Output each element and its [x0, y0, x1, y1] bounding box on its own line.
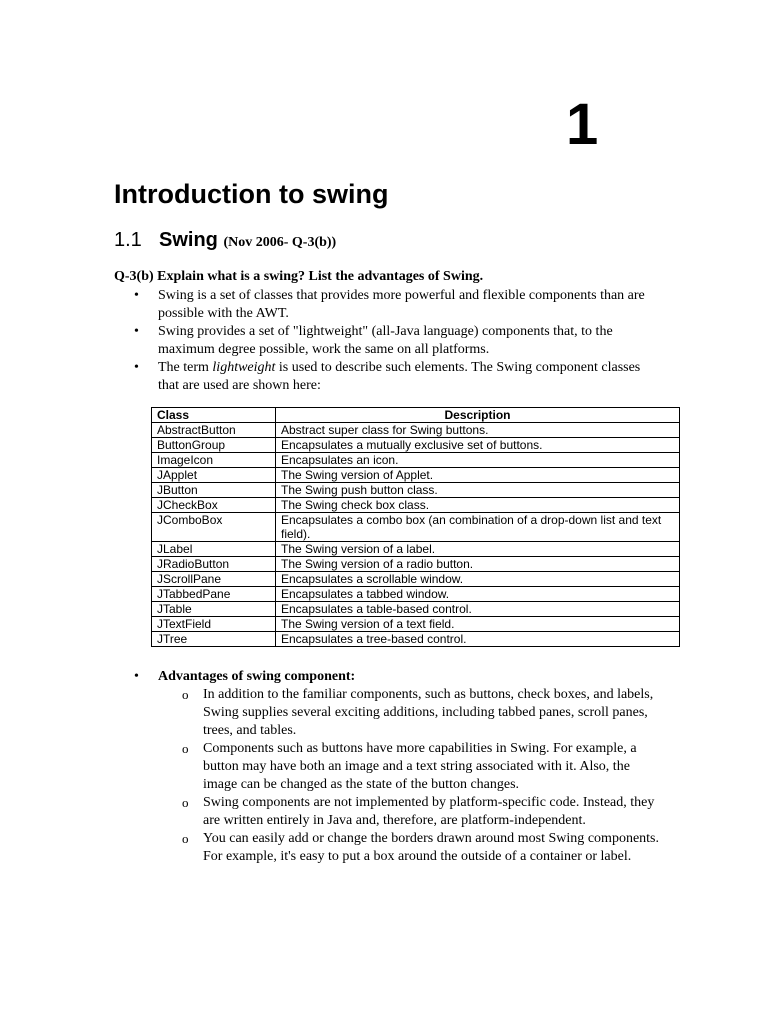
bullet-item: • Swing provides a set of "lightweight" (all-Java language) components that, to the maximum degree possible, work the same on all platforms. — [114, 323, 654, 359]
advantage-item: o Components such as buttons have more capabilities in Swing. For example, a button may have both an image and a text string associated with it. Also, the image can be changed as the state of the button changes. — [114, 740, 659, 794]
bullet-text: is used to describe such elements. The Swing component classes that are used are shown here: — [158, 360, 641, 393]
section-reference: (Nov 2006- Q-3(b)) — [223, 235, 337, 250]
description-cell: The Swing version of Applet. — [276, 468, 680, 483]
advantage-item: o In addition to the familiar components, such as buttons, check boxes, and labels, Swing supplies several exciting additions, including tabbed panes, scroll panes, trees, and tables. — [114, 686, 659, 740]
emphasis-lightweight: lightweight — [212, 360, 276, 375]
class-cell: JTable — [152, 602, 276, 617]
question-heading: Q-3(b) Explain what is a swing? List the advantages of Swing. — [114, 269, 484, 284]
description-cell: Encapsulates a mutually exclusive set of buttons. — [276, 438, 680, 453]
table-row — [152, 602, 680, 617]
description-cell: Encapsulates an icon. — [276, 453, 680, 468]
description-cell: Encapsulates a combo box (an combination of a drop-down list and text field). — [276, 513, 680, 542]
table-header-description: Description — [276, 408, 680, 423]
description-cell: Encapsulates a tabbed window. — [276, 587, 680, 602]
class-cell: JScrollPane — [152, 572, 276, 587]
table-row — [152, 438, 680, 453]
table-row — [152, 453, 680, 468]
class-cell: ButtonGroup — [152, 438, 276, 453]
table-header-row — [152, 408, 680, 423]
class-cell: JRadioButton — [152, 557, 276, 572]
table-row — [152, 587, 680, 602]
chapter-number: 1 — [566, 92, 599, 157]
chapter-title: Introduction to swing — [114, 179, 389, 209]
class-cell: JComboBox — [152, 513, 276, 542]
table-header-class: Class — [152, 408, 276, 423]
description-cell: Encapsulates a table-based control. — [276, 602, 680, 617]
table-row — [152, 468, 680, 483]
description-cell: Encapsulates a tree-based control. — [276, 632, 680, 647]
class-cell: JCheckBox — [152, 498, 276, 513]
section-title: Swing — [159, 229, 218, 251]
table-row — [152, 498, 680, 513]
class-cell: JTree — [152, 632, 276, 647]
class-cell: AbstractButton — [152, 423, 276, 438]
table-row — [152, 572, 680, 587]
class-cell: JTabbedPane — [152, 587, 276, 602]
description-cell: The Swing version of a label. — [276, 542, 680, 557]
advantages-title: • Advantages of swing component: — [114, 668, 659, 686]
description-cell: Abstract super class for Swing buttons. — [276, 423, 680, 438]
class-cell: JTextField — [152, 617, 276, 632]
class-cell: JApplet — [152, 468, 276, 483]
swing-classes-table — [151, 407, 680, 647]
advantages-list — [114, 686, 659, 866]
description-cell: The Swing check box class. — [276, 498, 680, 513]
table-row — [152, 483, 680, 498]
table-row — [152, 542, 680, 557]
class-cell: JButton — [152, 483, 276, 498]
description-cell: The Swing version of a radio button. — [276, 557, 680, 572]
intro-bullet-list — [114, 287, 654, 395]
table-row — [152, 632, 680, 647]
table-row — [152, 557, 680, 572]
bullet-item: • Swing is a set of classes that provides more powerful and flexible components than are possible with the AWT. — [114, 287, 654, 323]
description-cell: The Swing push button class. — [276, 483, 680, 498]
section-number: 1.1 — [114, 229, 142, 251]
advantages-section — [114, 668, 659, 866]
class-cell: JLabel — [152, 542, 276, 557]
section-heading — [114, 228, 336, 255]
advantage-item: o Swing components are not implemented by platform-specific code. Instead, they are written entirely in Java and, therefore, are platform-independent. — [114, 794, 659, 830]
table-row — [152, 617, 680, 632]
class-cell: ImageIcon — [152, 453, 276, 468]
bullet-text: The term — [158, 360, 213, 375]
table-row — [152, 513, 680, 542]
advantage-item: o You can easily add or change the borders drawn around most Swing components. For example, it's easy to put a box around the outside of a container or label. — [114, 830, 659, 866]
table-row — [152, 423, 680, 438]
description-cell: The Swing version of a text field. — [276, 617, 680, 632]
bullet-item — [114, 359, 654, 395]
description-cell: Encapsulates a scrollable window. — [276, 572, 680, 587]
